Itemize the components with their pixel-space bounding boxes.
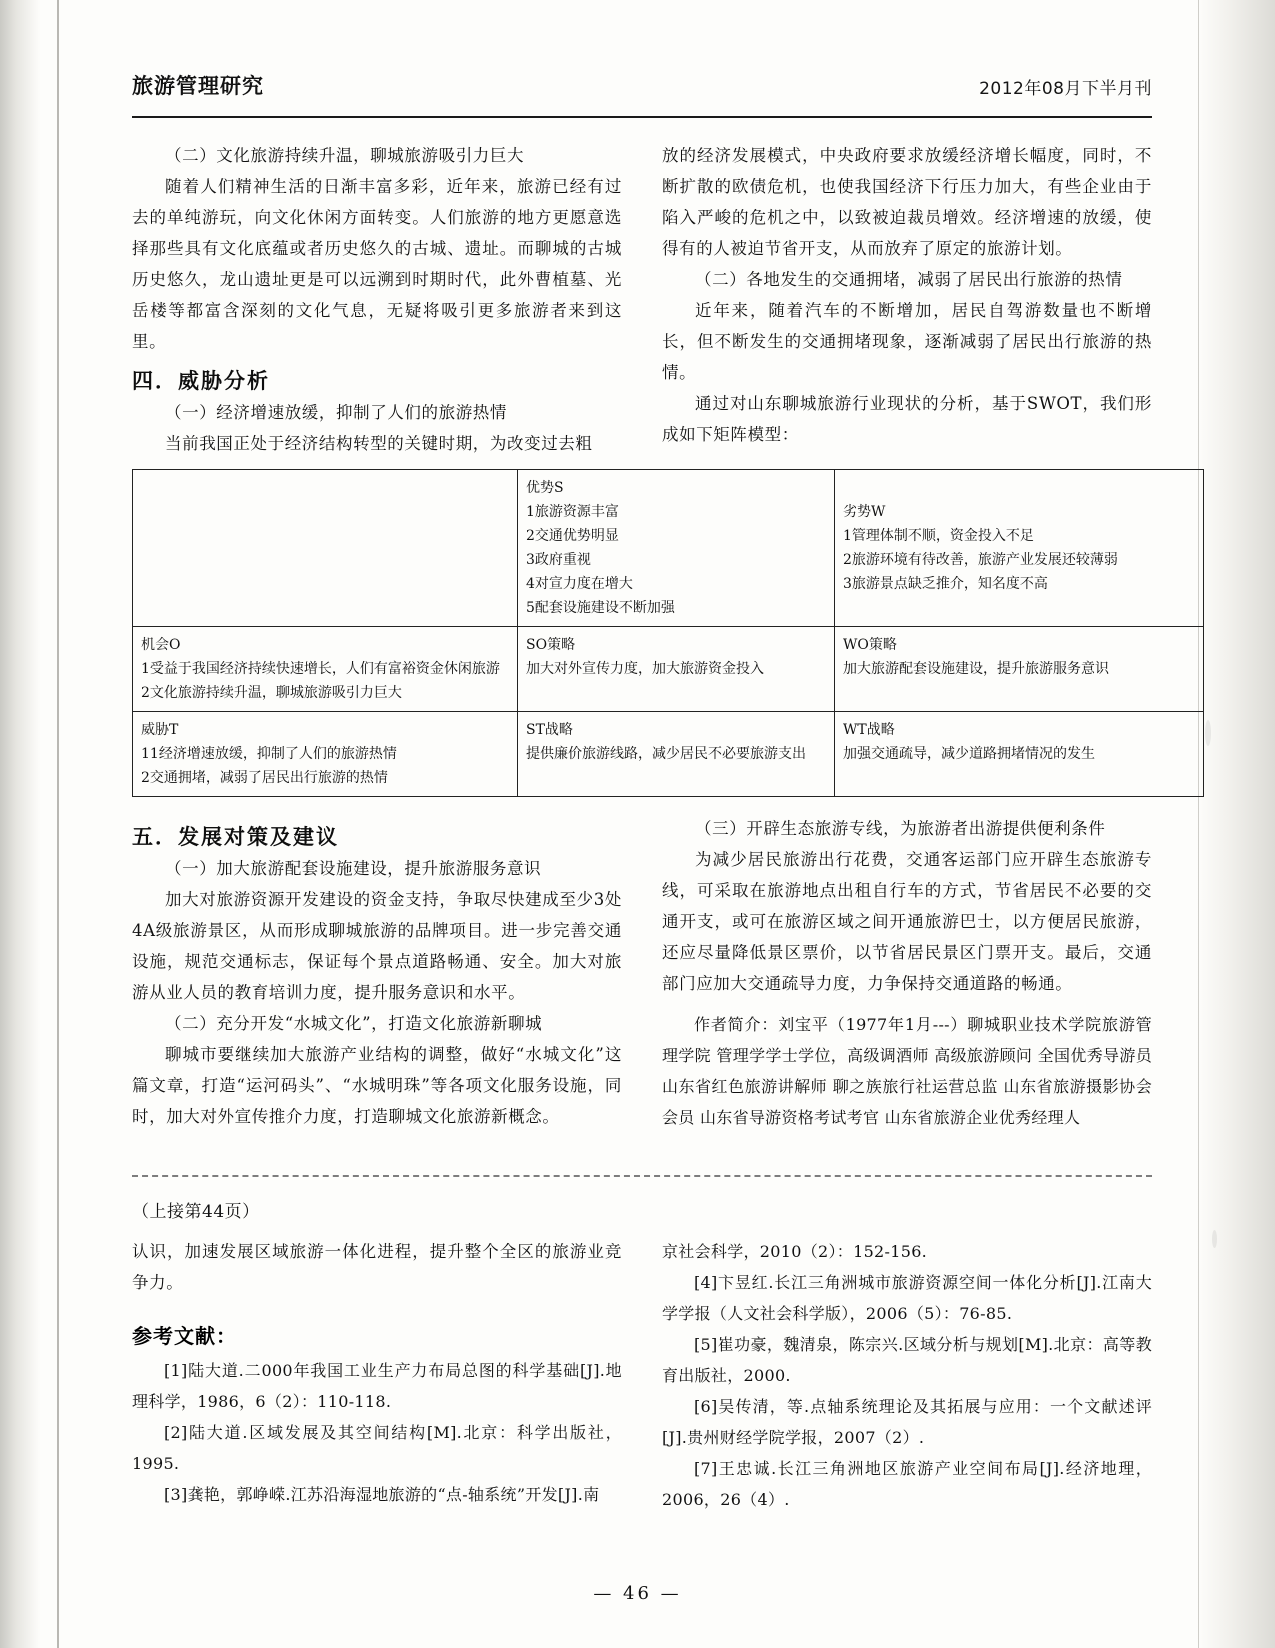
heading-4-2: （二）各地发生的交通拥堵，减弱了居民出行旅游的热情 — [695, 270, 1123, 289]
swot-weaknesses-item-1: 1管理体制不顺，资金投入不足 — [843, 528, 1034, 544]
swot-threats-cell — [133, 712, 518, 797]
swot-weaknesses-title: 劣势W — [843, 504, 886, 520]
swot-wo-text: 加大旅游配套设施建设，提升旅游服务意识 — [843, 661, 1109, 677]
swot-wo-title: WO策略 — [843, 637, 897, 653]
page-content — [132, 70, 1152, 1515]
continued-left-para: 认识，加速发展区域旅游一体化进程，提升整个全区的旅游业竞争力。 — [132, 1242, 622, 1292]
top-left-column — [132, 140, 622, 459]
heading-4-1: （一）经济增速放缓，抑制了人们的旅游热情 — [165, 403, 507, 422]
swot-so-cell — [518, 627, 835, 712]
swot-threats-item-1: 11经济增速放缓，抑制了人们的旅游热情 — [141, 746, 397, 762]
swot-matrix-table — [132, 469, 1204, 797]
swot-strengths-item-1: 1旅游资源丰富 — [526, 504, 619, 520]
issue-date: 2012年08月下半月刊 — [979, 79, 1152, 99]
swot-strengths-item-5: 5配套设施建设不断加强 — [526, 600, 675, 616]
reference-item: 京社会科学，2010（2）：152-156. — [662, 1242, 928, 1261]
swot-opportunities-item-1: 1受益于我国经济持续快速增长，人们有富裕资金休闲旅游 — [141, 661, 500, 677]
swot-strengths-item-2: 2交通优势明显 — [526, 528, 619, 544]
table-row-opportunities — [133, 627, 1204, 712]
heading-5-2: （二）充分开发“水城文化”，打造文化旅游新聊城 — [165, 1014, 543, 1033]
swot-wt-text: 加强交通疏导，减少道路拥堵情况的发生 — [843, 746, 1095, 762]
bottom-left-column — [132, 813, 622, 1133]
table-row-headers — [133, 470, 1204, 627]
top-right-column — [662, 140, 1152, 459]
author-bio: 作者简介：刘宝平（1977年1月---）聊城职业技术学院旅游管理学院 管理学学士学位，高级调酒师 高级旅游顾问 全国优秀导游员山东省红色旅游讲解师 聊之族旅行社运营总监 山东省旅游摄影协会会员 山东省导游资格考试考官 山东省旅游企业优秀经理人 — [662, 1015, 1152, 1127]
para-4-1: 当前我国正处于经济结构转型的关键时期，为改变过去粗 — [165, 434, 593, 453]
section-4-title: 四．威胁分析 — [132, 368, 270, 393]
bottom-columns — [132, 813, 1152, 1133]
para-5-2: 聊城市要继续加大旅游产业结构的调整，做好“水城文化”这篇文章，打造“运河码头”、“水城明珠”等各项文化服务设施，同时，加大对外宣传推介力度，打造聊城文化旅游新概念。 — [132, 1045, 622, 1126]
para-4-1-continued: 放的经济发展模式，中央政府要求放缓经济增长幅度，同时，不断扩散的欧债危机，也使我国经济下行压力加大，有些企业由于陷入严峻的危机之中，以致被迫裁员增效。经济增速的放缓，使得有的人被迫节省开支，从而放弃了原定的旅游计划。 — [662, 146, 1152, 258]
swot-wt-title: WT战略 — [843, 722, 895, 738]
section-5-title: 五．发展对策及建议 — [132, 824, 339, 849]
continued-columns — [132, 1236, 1152, 1515]
para-5-3: 为减少居民旅游出行花费，交通客运部门应开辟生态旅游专线，可采取在旅游地点出租自行车的方式，节省居民不必要的交通开支，或可在旅游区域之间开通旅游巴士，以方便居民旅游，还应尽量降低景区票价，以节省居民景区门票开支。最后，交通部门应加大交通疏导力度，力争保持交通道路的畅通。 — [662, 850, 1152, 993]
page-number: — 46 — — [593, 1583, 682, 1604]
para-2-2: 随着人们精神生活的日渐丰富多彩，近年来，旅游已经有过去的单纯游玩，向文化休闲方面转变。人们旅游的地方更愿意选择那些具有文化底蕴或者历史悠久的古城、遗址。而聊城的古城历史悠久，龙山遗址更是可以远溯到时期时代，此外曹植墓、光岳楼等都富含深刻的文化气息，无疑将吸引更多旅游者来到这里。 — [132, 177, 622, 351]
swot-st-text: 提供廉价旅游线路，减少居民不必要旅游支出 — [526, 746, 806, 762]
reference-item: [5]崔功豪，魏清泉，陈宗兴.区域分析与规划[M].北京：高等教育出版社，2000. — [662, 1335, 1152, 1385]
swot-opportunities-title: 机会O — [141, 637, 181, 653]
swot-opportunities-cell — [133, 627, 518, 712]
scan-left-binding-line — [57, 0, 59, 1648]
swot-weaknesses-spacer — [843, 476, 1195, 500]
swot-strengths-cell — [518, 470, 835, 627]
swot-threats-item-2: 2交通拥堵，减弱了居民出行旅游的热情 — [141, 770, 388, 786]
scan-left-shadow — [0, 0, 40, 1648]
reference-item: [6]吴传清，等.点轴系统理论及其拓展与应用：一个文献述评[J].贵州财经学院学报，2007（2）. — [662, 1397, 1152, 1447]
swot-wt-cell — [835, 712, 1204, 797]
journal-title: 旅游管理研究 — [132, 73, 264, 98]
swot-empty-cell — [133, 470, 518, 627]
swot-weaknesses-item-2: 2旅游环境有待改善，旅游产业发展还较薄弱 — [843, 552, 1118, 568]
reference-item: [2]陆大道.区域发展及其空间结构[M].北京：科学出版社，1995. — [132, 1423, 622, 1473]
swot-opportunities-item-2: 2文化旅游持续升温，聊城旅游吸引力巨大 — [141, 685, 402, 701]
swot-so-text: 加大对外宣传力度，加大旅游资金投入 — [526, 661, 764, 677]
swot-st-cell — [518, 712, 835, 797]
swot-strengths-item-4: 4对宣力度在增大 — [526, 576, 633, 592]
continued-left-column — [132, 1236, 622, 1515]
section-divider — [132, 1175, 1152, 1177]
swot-so-title: SO策略 — [526, 637, 576, 653]
continued-right-column — [662, 1236, 1152, 1515]
para-4-2: 近年来，随着汽车的不断增加，居民自驾游数量也不断增长，但不断发生的交通拥堵现象，逐渐减弱了居民出行旅游的热情。 — [662, 301, 1152, 382]
swot-wo-cell — [835, 627, 1204, 712]
heading-5-3: （三）开辟生态旅游专线，为旅游者出游提供便利条件 — [695, 819, 1106, 838]
reference-item: [3]龚艳，郭峥嵘.江苏沿海湿地旅游的“点-轴系统”开发[J].南 — [164, 1485, 600, 1504]
bottom-right-column — [662, 813, 1152, 1133]
swot-strengths-title: 优势S — [526, 480, 564, 496]
swot-weaknesses-item-3: 3旅游景点缺乏推介，知名度不高 — [843, 576, 1048, 592]
para-matrix-intro: 通过对山东聊城旅游行业现状的分析，基于SWOT，我们形成如下矩阵模型： — [662, 394, 1152, 444]
heading-2-2: （二）文化旅游持续升温，聊城旅游吸引力巨大 — [165, 146, 525, 165]
para-5-1: 加大对旅游资源开发建设的资金支持，争取尽快建成至少3处4A级旅游景区，从而形成聊城旅游的品牌项目。进一步完善交通设施，规范交通标志，保证每个景点道路畅通、安全。加大对旅游从业人员的教育培训力度，提升服务意识和水平。 — [132, 890, 622, 1002]
references-title: 参考文献： — [132, 1324, 237, 1348]
scan-right-shadow — [1197, 0, 1275, 1648]
swot-strengths-item-3: 3政府重视 — [526, 552, 591, 568]
masthead — [132, 70, 1152, 118]
reference-item: [4]卞昱红.长江三角洲城市旅游资源空间一体化分析[J].江南大学学报（人文社会科学版），2006（5）：76-85. — [662, 1273, 1152, 1323]
continued-from-note: （上接第44页） — [132, 1202, 260, 1222]
top-columns — [132, 140, 1152, 459]
heading-5-1: （一）加大旅游配套设施建设，提升旅游服务意识 — [165, 859, 542, 878]
swot-st-title: ST战略 — [526, 722, 573, 738]
reference-item: [1]陆大道.二000年我国工业生产力布局总图的科学基础[J].地理科学，1986，6（2）：110-118. — [132, 1361, 622, 1411]
scan-right-binding-line — [1198, 0, 1199, 1648]
swot-weaknesses-cell — [835, 470, 1204, 627]
reference-item: [7]王忠诚.长江三角洲地区旅游产业空间布局[J].经济地理，2006，26（4）. — [662, 1459, 1152, 1509]
table-row-threats — [133, 712, 1204, 797]
swot-threats-title: 威胁T — [141, 722, 179, 738]
